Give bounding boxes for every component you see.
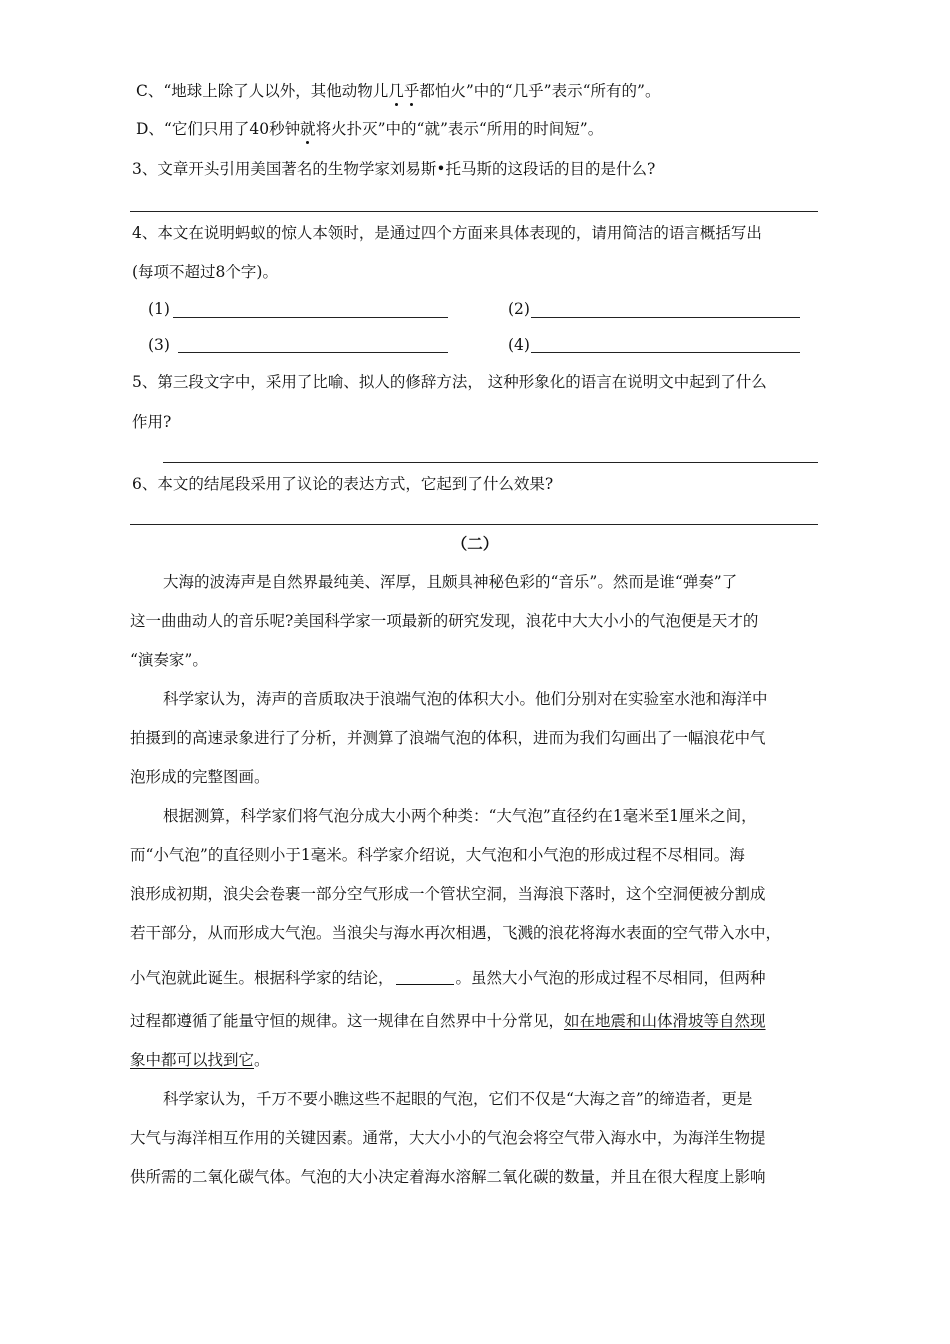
paragraph-3-line: 而“小气泡”的直径则小于1毫米。科学家介绍说，大气泡和小气泡的形成过程不尽相同。海 <box>130 846 745 864</box>
question-4-line2: (每项不超过8个字)。 <box>132 263 278 281</box>
paragraph-2-line: 泡形成的完整图画。 <box>130 768 270 786</box>
q4-answer-line-2[interactable] <box>531 317 800 318</box>
emphasis-char: 就 <box>300 120 316 138</box>
question-3: 3、文章开头引用美国著名的生物学家刘易斯•托马斯的这段话的目的是什么? <box>132 160 656 178</box>
q4-answer-line-4[interactable] <box>531 352 800 353</box>
option-d-text-end: 将火扑灭”中的“就”表示“所用的时间短”。 <box>315 120 604 138</box>
answer-line-q3[interactable] <box>130 211 818 212</box>
question-6: 6、本文的结尾段采用了议论的表达方式，它起到了什么效果? <box>132 475 554 493</box>
paragraph-3-line: 若干部分，从而形成大气泡。当浪尖与海水再次相遇，飞溅的浪花将海水表面的空气带入水中， <box>130 924 782 942</box>
paragraph-3-text: 过程都遵循了能量守恒的规律。这一规律在自然界中十分常见， <box>130 1012 565 1030</box>
paragraph-4-line: 大气与海洋相互作用的关键因素。通常，大大小小的气泡会将空气带入海水中，为海洋生物提 <box>130 1129 766 1147</box>
paragraph-1-line: “演奏家”。 <box>130 651 208 669</box>
emphasis-char: 几 <box>388 82 404 100</box>
underlined-sentence: 象中都可以找到它 <box>130 1051 255 1069</box>
paragraph-2-line: 科学家认为，涛声的音质取决于浪端气泡的体积大小。他们分别对在实验室水池和海洋中 <box>163 690 768 708</box>
fill-in-blank[interactable] <box>396 970 454 985</box>
option-c-text: C、“地球上除了人以外，其他动物儿 <box>136 82 389 100</box>
q4-item-label-2: (2) <box>508 300 530 318</box>
paragraph-1-line: 大海的波涛声是自然界最纯美、浑厚，且颇具神秘色彩的“音乐”。然而是谁“弹奏”了 <box>163 573 738 591</box>
paragraph-3-line-fill-blank <box>130 967 766 989</box>
q4-item-label-1: (1) <box>148 300 170 318</box>
paragraph-3-line: 根据测算，科学家们将气泡分成大小两个种类：“大气泡”直径约在1毫米至1厘米之间， <box>163 807 757 825</box>
q4-item-label-4: (4) <box>508 336 530 354</box>
paragraph-3-text: 。 <box>254 1051 270 1069</box>
q4-answer-line-1[interactable] <box>173 317 448 318</box>
option-c-text-end: 都怕火”中的“几乎”表示“所有的”。 <box>419 82 661 100</box>
emphasis-char: 乎 <box>403 82 420 100</box>
q4-answer-line-3[interactable] <box>178 352 448 353</box>
question-4-line1: 4、本文在说明蚂蚁的惊人本领时，是通过四个方面来具体表现的，请用简洁的语言概括写出 <box>132 224 762 242</box>
q4-item-label-3: (3) <box>148 336 170 354</box>
paragraph-3-text: 小气泡就此诞生。根据科学家的结论， <box>130 969 394 987</box>
paragraph-4-line: 供所需的二氧化碳气体。气泡的大小决定着海水溶解二氧化碳的数量，并且在很大程度上影响 <box>130 1168 766 1186</box>
answer-line-q6[interactable] <box>130 524 818 525</box>
paragraph-4-line: 科学家认为，千万不要小瞧这些不起眼的气泡，它们不仅是“大海之音”的缔造者，更是 <box>163 1090 753 1108</box>
section-heading: （二） <box>451 534 499 553</box>
option-d <box>136 118 603 140</box>
paragraph-3-line: 浪形成初期，浪尖会卷裹一部分空气形成一个管状空洞，当海浪下落时，这个空洞便被分割成 <box>130 885 766 903</box>
paragraph-1-line: 这一曲曲动人的音乐呢?美国科学家一项最新的研究发现，浪花中大大小小的气泡便是天才的 <box>130 612 759 630</box>
option-c <box>136 80 660 102</box>
paragraph-3-line <box>130 1049 270 1071</box>
underlined-sentence: 如在地震和山体滑坡等自然现 <box>564 1012 766 1030</box>
paragraph-3-line <box>130 1010 766 1032</box>
question-5-line1: 5、第三段文字中，采用了比喻、拟人的修辞方法， 这种形象化的语言在说明文中起到了什么 <box>132 373 767 391</box>
paragraph-2-line: 拍摄到的高速录象进行了分析，并测算了浪端气泡的体积，进而为我们勾画出了一幅浪花中气 <box>130 729 766 747</box>
question-5-line2: 作用? <box>132 413 172 431</box>
paragraph-3-text: 。虽然大小气泡的形成过程不尽相同，但两种 <box>455 969 766 987</box>
answer-line-q5[interactable] <box>163 462 818 463</box>
option-d-text: D、“它们只用了40秒钟 <box>136 120 301 138</box>
